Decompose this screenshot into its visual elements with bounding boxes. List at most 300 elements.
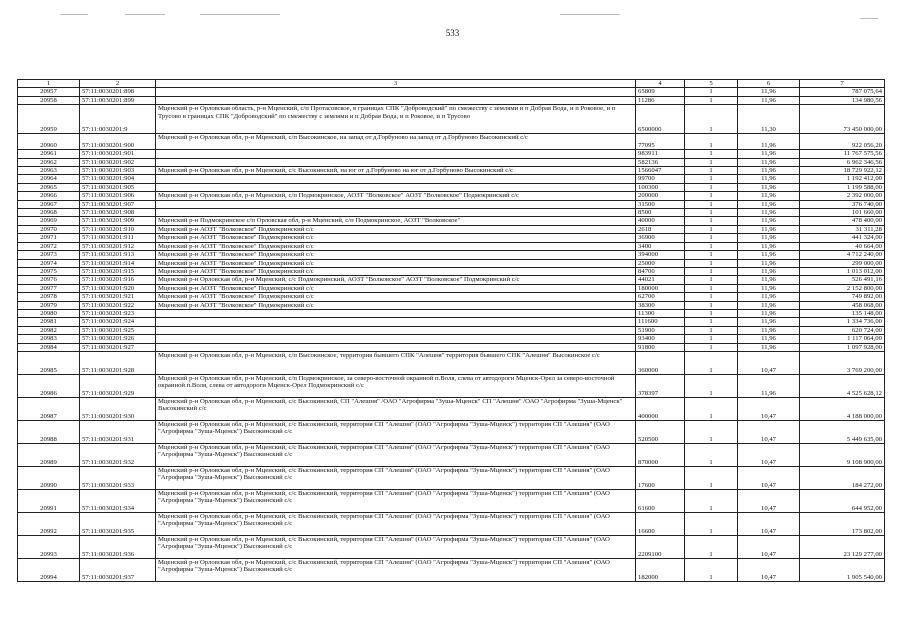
cadastral-number-cell: 57:11:0030201:934 xyxy=(80,489,156,512)
area-cell: 870000 xyxy=(636,443,685,466)
table-row xyxy=(18,267,885,275)
address-cell: Мценский р-н Орловская обл, р-н Мценский, с/с Подмокринский, АОЗТ "Волковское" АОЗТ "Волковское" Подмокринский с/с xyxy=(156,276,636,284)
value-cell: 135 148,00 xyxy=(800,309,885,317)
cadastral-number-cell: 57:11:0030201:932 xyxy=(80,443,156,466)
value-cell: 458 068,00 xyxy=(800,301,885,309)
table-row xyxy=(18,96,885,104)
address-cell xyxy=(156,309,636,317)
area-cell: 520500 xyxy=(636,420,685,443)
quantity-cell: 1 xyxy=(685,88,738,96)
cadastral-number-cell: 57:11:0030201:904 xyxy=(80,175,156,183)
table-row xyxy=(18,242,885,250)
quantity-cell: 1 xyxy=(685,420,738,443)
scan-artifact xyxy=(125,14,165,15)
address-cell xyxy=(156,175,636,183)
cadastral-number-cell: 57:11:0030201:936 xyxy=(80,535,156,558)
row-number-cell: 20993 xyxy=(18,535,80,558)
quantity-cell: 1 xyxy=(685,489,738,512)
row-number-cell: 20994 xyxy=(18,558,80,581)
quantity-cell: 1 xyxy=(685,397,738,420)
area-cell: 62700 xyxy=(636,293,685,301)
address-cell xyxy=(156,326,636,334)
cadastral-number-cell: 57:11:0030201:922 xyxy=(80,301,156,309)
quantity-cell: 1 xyxy=(685,96,738,104)
value-cell: 9 108 900,00 xyxy=(800,443,885,466)
address-cell xyxy=(156,343,636,351)
address-cell: Мценский р-н Орловская обл, р-н Мценский, с/п Подмокринское, за северо-восточной окраиной п.Воля, слева от автодороги Мценск-Орел за северо-восточной окраиной п.Воля, слева от автодороги Мценск-Орел Подмокринский с/с xyxy=(156,374,636,397)
header-cell: 4 xyxy=(636,80,685,88)
value-cell: 1 199 588,00 xyxy=(800,183,885,191)
table-row xyxy=(18,558,885,581)
area-cell: 378397 xyxy=(636,374,685,397)
area-cell: 200000 xyxy=(636,192,685,200)
table-row xyxy=(18,150,885,158)
quantity-cell: 1 xyxy=(685,259,738,267)
area-cell: 84700 xyxy=(636,267,685,275)
quantity-cell: 1 xyxy=(685,167,738,175)
cadastral-number-cell: 57:11:0030201:927 xyxy=(80,343,156,351)
value-cell: 4 525 628,12 xyxy=(800,374,885,397)
cadastral-number-cell: 57:11:0030201:899 xyxy=(80,96,156,104)
rate-cell: 11,96 xyxy=(738,150,800,158)
table-row xyxy=(18,175,885,183)
address-cell: Мценский р-н Орловская обл, р-н Мценский, с/п Высокинское, территория бывшего СПК "Алешня" территория бывшего СПК "Алешня" Высокинское с/с xyxy=(156,351,636,374)
address-cell: Мценский р-н Орловская обл, р-н Мценский, с/с Высокинский, территория СП "Алешня" (ОАО "Агрофирма "Зуша-Мценск") территория СП "Алешня" (ОАО "Агрофирма "Зуша-Мценск") Высокинский с/с xyxy=(156,489,636,512)
rate-cell: 11,30 xyxy=(738,105,800,134)
address-cell xyxy=(156,318,636,326)
value-cell: 18 729 922,12 xyxy=(800,167,885,175)
quantity-cell: 1 xyxy=(685,192,738,200)
value-cell: 40 664,00 xyxy=(800,242,885,250)
area-cell: 11286 xyxy=(636,96,685,104)
table-row xyxy=(18,200,885,208)
cadastral-number-cell: 57:11:0030201:908 xyxy=(80,209,156,217)
scan-artifact xyxy=(200,14,280,15)
quantity-cell: 1 xyxy=(685,209,738,217)
area-cell: 100300 xyxy=(636,183,685,191)
rate-cell: 10,47 xyxy=(738,443,800,466)
cadastral-number-cell: 57:11:0030201:931 xyxy=(80,420,156,443)
value-cell: 3 769 200,00 xyxy=(800,351,885,374)
value-cell: 4 712 240,00 xyxy=(800,251,885,259)
address-cell xyxy=(156,158,636,166)
rate-cell: 11,96 xyxy=(738,251,800,259)
row-number-cell: 20990 xyxy=(18,466,80,489)
area-cell: 44021 xyxy=(636,276,685,284)
rate-cell: 10,47 xyxy=(738,558,800,581)
quantity-cell: 1 xyxy=(685,351,738,374)
value-cell: 1 905 540,00 xyxy=(800,558,885,581)
header-cell: 7 xyxy=(800,80,885,88)
area-cell: 93400 xyxy=(636,335,685,343)
area-cell: 16600 xyxy=(636,512,685,535)
value-cell: 526 491,16 xyxy=(800,276,885,284)
value-cell: 6 962 346,56 xyxy=(800,158,885,166)
table-row xyxy=(18,134,885,150)
table-row xyxy=(18,158,885,166)
quantity-cell: 1 xyxy=(685,535,738,558)
row-number-cell: 20967 xyxy=(18,200,80,208)
row-number-cell: 20979 xyxy=(18,301,80,309)
area-cell: 61600 xyxy=(636,489,685,512)
row-number-cell: 20972 xyxy=(18,242,80,250)
row-number-cell: 20975 xyxy=(18,267,80,275)
row-number-cell: 20974 xyxy=(18,259,80,267)
row-number-cell: 20984 xyxy=(18,343,80,351)
rate-cell: 11,96 xyxy=(738,175,800,183)
row-number-cell: 20968 xyxy=(18,209,80,217)
cadastral-number-cell: 57:11:0030201:923 xyxy=(80,309,156,317)
rate-cell: 10,47 xyxy=(738,535,800,558)
area-cell: 2618 xyxy=(636,225,685,233)
row-number-cell: 20978 xyxy=(18,293,80,301)
value-cell: 5 449 635,00 xyxy=(800,420,885,443)
rate-cell: 11,96 xyxy=(738,267,800,275)
value-cell: 23 129 277,00 xyxy=(800,535,885,558)
cadastral-number-cell: 57:11:0030201:9 xyxy=(80,105,156,134)
quantity-cell: 1 xyxy=(685,251,738,259)
quantity-cell: 1 xyxy=(685,175,738,183)
area-cell: 394000 xyxy=(636,251,685,259)
value-cell: 376 740,00 xyxy=(800,200,885,208)
cadastral-number-cell: 57:11:0030201:925 xyxy=(80,326,156,334)
quantity-cell: 1 xyxy=(685,309,738,317)
row-number-cell: 20986 xyxy=(18,374,80,397)
area-cell: 182000 xyxy=(636,558,685,581)
row-number-cell: 20977 xyxy=(18,284,80,292)
cadastral-number-cell: 57:11:0030201:909 xyxy=(80,217,156,225)
cadastral-number-cell: 57:11:0030201:912 xyxy=(80,242,156,250)
rate-cell: 11,96 xyxy=(738,318,800,326)
rate-cell: 10,47 xyxy=(738,420,800,443)
rate-cell: 11,96 xyxy=(738,209,800,217)
cadastral-number-cell: 57:11:0030201:933 xyxy=(80,466,156,489)
quantity-cell: 1 xyxy=(685,374,738,397)
value-cell: 749 892,00 xyxy=(800,293,885,301)
value-cell: 787 075,64 xyxy=(800,88,885,96)
rate-cell: 11,96 xyxy=(738,192,800,200)
table-row xyxy=(18,535,885,558)
header-cell: 2 xyxy=(80,80,156,88)
quantity-cell: 1 xyxy=(685,284,738,292)
table-row xyxy=(18,234,885,242)
rate-cell: 11,96 xyxy=(738,183,800,191)
rate-cell: 11,96 xyxy=(738,242,800,250)
table-row xyxy=(18,397,885,420)
row-number-cell: 20976 xyxy=(18,276,80,284)
cadastral-number-cell: 57:11:0030201:930 xyxy=(80,397,156,420)
cadastral-number-cell: 57:11:0030201:910 xyxy=(80,225,156,233)
cadastral-number-cell: 57:11:0030201:903 xyxy=(80,167,156,175)
table-row xyxy=(18,301,885,309)
header-cell: 3 xyxy=(156,80,636,88)
area-cell: 11300 xyxy=(636,309,685,317)
rate-cell: 11,96 xyxy=(738,374,800,397)
address-cell: Мценский р-н АОЗТ "Волковское" Подмокринский с/с xyxy=(156,234,636,242)
area-cell: 40000 xyxy=(636,217,685,225)
table-row xyxy=(18,466,885,489)
quantity-cell: 1 xyxy=(685,301,738,309)
rate-cell: 11,96 xyxy=(738,225,800,233)
area-cell: 36900 xyxy=(636,234,685,242)
rate-cell: 11,96 xyxy=(738,335,800,343)
table-row xyxy=(18,335,885,343)
table-row xyxy=(18,318,885,326)
row-number-cell: 20981 xyxy=(18,318,80,326)
table-row xyxy=(18,167,885,175)
address-cell: Мценский р-н Орловская обл, р-н Мценский, с/с Высокинский, территория СП "Алешня" (ОАО "Агрофирма "Зуша-Мценск") территория СП "Алешня" (ОАО "Агрофирма "Зуша-Мценск") Высокинский с/с xyxy=(156,420,636,443)
rate-cell: 11,96 xyxy=(738,276,800,284)
row-number-cell: 20973 xyxy=(18,251,80,259)
area-cell: 3400 xyxy=(636,242,685,250)
table-row xyxy=(18,183,885,191)
value-cell: 1 192 412,00 xyxy=(800,175,885,183)
header-cell: 6 xyxy=(738,80,800,88)
value-cell: 31 311,28 xyxy=(800,225,885,233)
address-cell: Мценский р-н АОЗТ "Волковское" Подмокринский с/с xyxy=(156,259,636,267)
row-number-cell: 20987 xyxy=(18,397,80,420)
table-body xyxy=(18,88,885,582)
table-row xyxy=(18,209,885,217)
header-cell: 1 xyxy=(18,80,80,88)
address-cell: Мценский р-н Орловская обл, р-н Мценский, с/с Высокинский, СП "Алешня" /ОАО "Агрофирма "Зуша-Мценск" СП "Алешня" /ОАО "Агрофирма "Зуша-Мценск" Высокинский с/с xyxy=(156,397,636,420)
cadastral-number-cell: 57:11:0030201:915 xyxy=(80,267,156,275)
row-number-cell: 20982 xyxy=(18,326,80,334)
table-row xyxy=(18,374,885,397)
rate-cell: 11,96 xyxy=(738,134,800,150)
address-cell xyxy=(156,209,636,217)
address-cell xyxy=(156,183,636,191)
header-cell: 5 xyxy=(685,80,738,88)
table-row xyxy=(18,326,885,334)
row-number-cell: 20980 xyxy=(18,309,80,317)
area-cell: 360000 xyxy=(636,351,685,374)
cadastral-number-cell: 57:11:0030201:906 xyxy=(80,192,156,200)
row-number-cell: 20965 xyxy=(18,183,80,191)
table-row xyxy=(18,443,885,466)
address-cell: Мценский р-н АОЗТ "Волковское" Подмокринский с/с xyxy=(156,301,636,309)
value-cell: 1 097 928,00 xyxy=(800,343,885,351)
address-cell xyxy=(156,96,636,104)
row-number-cell: 20963 xyxy=(18,167,80,175)
address-cell: Мценский р-н АОЗТ "Волковское" Подмокринский с/с xyxy=(156,293,636,301)
area-cell: 983911 xyxy=(636,150,685,158)
area-cell: 38300 xyxy=(636,301,685,309)
cadastral-number-cell: 57:11:0030201:916 xyxy=(80,276,156,284)
row-number-cell: 20966 xyxy=(18,192,80,200)
quantity-cell: 1 xyxy=(685,242,738,250)
row-number-cell: 20961 xyxy=(18,150,80,158)
quantity-cell: 1 xyxy=(685,276,738,284)
area-cell: 65809 xyxy=(636,88,685,96)
cadastral-number-cell: 57:11:0030201:928 xyxy=(80,351,156,374)
rate-cell: 11,96 xyxy=(738,200,800,208)
address-cell xyxy=(156,88,636,96)
value-cell: 134 980,56 xyxy=(800,96,885,104)
area-cell: 180000 xyxy=(636,284,685,292)
row-number-cell: 20960 xyxy=(18,134,80,150)
value-cell: 73 450 000,00 xyxy=(800,105,885,134)
quantity-cell: 1 xyxy=(685,512,738,535)
address-cell: Мценский р-н Орловская обл, р-н Мценский, с/с Высокинский, территория СП "Алешня" (ОАО "Агрофирма "Зуша-Мценск") территория СП "Алешня" (ОАО "Агрофирма "Зуша-Мценск") Высокинский с/с xyxy=(156,535,636,558)
address-cell xyxy=(156,335,636,343)
cadastral-number-cell: 57:11:0030201:913 xyxy=(80,251,156,259)
address-cell: Мценский р-н Орловская обл, р-н Мценский, с/с Высокинский, территория СП "Алешня" (ОАО "Агрофирма "Зуша-Мценск") территория СП "Алешня" (ОАО "Агрофирма "Зуша-Мценск") Высокинский с/с xyxy=(156,558,636,581)
quantity-cell: 1 xyxy=(685,267,738,275)
quantity-cell: 1 xyxy=(685,200,738,208)
area-cell: 99700 xyxy=(636,175,685,183)
quantity-cell: 1 xyxy=(685,443,738,466)
scan-artifact xyxy=(60,14,88,15)
area-cell: 51900 xyxy=(636,326,685,334)
area-cell: 8500 xyxy=(636,209,685,217)
area-cell: 1566047 xyxy=(636,167,685,175)
address-cell: Мценский р-н Орловская обл, р-н Мценский, с/п Высокинское, на запад от д.Горбуново на запад от д.Горбуново Высокинский с/с xyxy=(156,134,636,150)
value-cell: 2 152 800,00 xyxy=(800,284,885,292)
value-cell: 644 952,00 xyxy=(800,489,885,512)
value-cell: 101 660,00 xyxy=(800,209,885,217)
address-cell: Мценский р-н Орловская область, р-н Мценский, с/п Протасовское, в границах СПК "Доброводский" по смежеству с землями и п Добрая Вода, и п Роковое, и п Трусово в границах СПК "Доброводский" по смежеству с землями и п Добрая Вода, и п Роковое, и п Трусово xyxy=(156,105,636,134)
row-number-cell: 20989 xyxy=(18,443,80,466)
table-row xyxy=(18,489,885,512)
cadastral-number-cell: 57:11:0030201:911 xyxy=(80,234,156,242)
table-row xyxy=(18,284,885,292)
table-row xyxy=(18,276,885,284)
row-number-cell: 20969 xyxy=(18,217,80,225)
area-cell: 111600 xyxy=(636,318,685,326)
address-cell xyxy=(156,200,636,208)
cadastral-number-cell: 57:11:0030201:929 xyxy=(80,374,156,397)
table-row xyxy=(18,225,885,233)
quantity-cell: 1 xyxy=(685,293,738,301)
value-cell: 2 392 000,00 xyxy=(800,192,885,200)
table-row xyxy=(18,420,885,443)
quantity-cell: 1 xyxy=(685,343,738,351)
rate-cell: 11,96 xyxy=(738,326,800,334)
quantity-cell: 1 xyxy=(685,105,738,134)
quantity-cell: 1 xyxy=(685,466,738,489)
address-cell: Мценский р-н Орловская обл, р-н Мценский, с/с Высокинский, территория СП "Алешня" (ОАО "Агрофирма "Зуша-Мценск") территория СП "Алешня" (ОАО "Агрофирма "Зуша-Мценск") Высокинский с/с xyxy=(156,512,636,535)
rate-cell: 11,96 xyxy=(738,293,800,301)
value-cell: 1 013 012,00 xyxy=(800,267,885,275)
cadastral-number-cell: 57:11:0030201:924 xyxy=(80,318,156,326)
cadastral-number-cell: 57:11:0030201:905 xyxy=(80,183,156,191)
area-cell: 77095 xyxy=(636,134,685,150)
rate-cell: 11,96 xyxy=(738,259,800,267)
address-cell: Мценский р-н Орловская обл, р-н Мценский, с/с Высокинский, территория СП "Алешня" (ОАО "Агрофирма "Зуша-Мценск") территория СП "Алешня" (ОАО "Агрофирма "Зуша-Мценск") Высокинский с/с xyxy=(156,443,636,466)
row-number-cell: 20988 xyxy=(18,420,80,443)
row-number-cell: 20957 xyxy=(18,88,80,96)
rate-cell: 10,47 xyxy=(738,351,800,374)
row-number-cell: 20958 xyxy=(18,96,80,104)
row-number-cell: 20983 xyxy=(18,335,80,343)
row-number-cell: 20992 xyxy=(18,512,80,535)
quantity-cell: 1 xyxy=(685,234,738,242)
quantity-cell: 1 xyxy=(685,318,738,326)
value-cell: 11 767 575,56 xyxy=(800,150,885,158)
cadastral-number-cell: 57:11:0030201:926 xyxy=(80,335,156,343)
area-cell: 400000 xyxy=(636,397,685,420)
quantity-cell: 1 xyxy=(685,158,738,166)
rate-cell: 10,47 xyxy=(738,397,800,420)
row-number-cell: 20962 xyxy=(18,158,80,166)
table-row xyxy=(18,217,885,225)
quantity-cell: 1 xyxy=(685,217,738,225)
quantity-cell: 1 xyxy=(685,335,738,343)
row-number-cell: 20985 xyxy=(18,351,80,374)
rate-cell: 11,96 xyxy=(738,343,800,351)
table-row xyxy=(18,88,885,96)
cadastral-number-cell: 57:11:0030201:901 xyxy=(80,150,156,158)
area-cell: 582136 xyxy=(636,158,685,166)
value-cell: 922 056,20 xyxy=(800,134,885,150)
area-cell: 17600 xyxy=(636,466,685,489)
rate-cell: 10,47 xyxy=(738,466,800,489)
table-row xyxy=(18,309,885,317)
quantity-cell: 1 xyxy=(685,558,738,581)
rate-cell: 11,96 xyxy=(738,234,800,242)
value-cell: 620 724,00 xyxy=(800,326,885,334)
header-row xyxy=(18,80,885,88)
page-number: 533 xyxy=(445,28,460,38)
rate-cell: 11,96 xyxy=(738,96,800,104)
table-row xyxy=(18,512,885,535)
table-row xyxy=(18,293,885,301)
rate-cell: 11,96 xyxy=(738,167,800,175)
rate-cell: 11,96 xyxy=(738,284,800,292)
value-cell: 1 334 736,00 xyxy=(800,318,885,326)
value-cell: 299 000,00 xyxy=(800,259,885,267)
quantity-cell: 1 xyxy=(685,134,738,150)
table-row xyxy=(18,105,885,134)
table-row xyxy=(18,251,885,259)
rate-cell: 11,96 xyxy=(738,301,800,309)
table-row xyxy=(18,343,885,351)
cadastral-number-cell: 57:11:0030201:935 xyxy=(80,512,156,535)
quantity-cell: 1 xyxy=(685,150,738,158)
scan-artifact xyxy=(860,18,878,19)
rate-cell: 11,96 xyxy=(738,217,800,225)
address-cell xyxy=(156,150,636,158)
address-cell: Мценский р-н Орловская обл, р-н Мценский, с/п Подмокринское, АОЗТ "Волковское" АОЗТ "Волковское" Подмокринский с/с xyxy=(156,192,636,200)
area-cell: 91800 xyxy=(636,343,685,351)
address-cell: Мценский р-н АОЗТ "Волковское" Подмокринский с/с xyxy=(156,242,636,250)
address-cell: Мценский р-н Орловская обл, р-н Мценский, с/с Высокинский, территория СП "Алешня" (ОАО "Агрофирма "Зуша-Мценск") территория СП "Алешня" (ОАО "Агрофирма "Зуша-Мценск") Высокинский с/с xyxy=(156,466,636,489)
address-cell: Мценский р-н Подмокринское с/п Орловская обл, р-н Мценский, с/п Подмокринское, АОЗТ "Волковское" xyxy=(156,217,636,225)
cadastral-number-cell: 57:11:0030201:907 xyxy=(80,200,156,208)
rate-cell: 10,47 xyxy=(738,512,800,535)
quantity-cell: 1 xyxy=(685,225,738,233)
address-cell: Мценский р-н АОЗТ "Волковское" Подмокринский с/с xyxy=(156,225,636,233)
cadastral-number-cell: 57:11:0030201:898 xyxy=(80,88,156,96)
rate-cell: 10,47 xyxy=(738,489,800,512)
cadastral-number-cell: 57:11:0030201:900 xyxy=(80,134,156,150)
area-cell: 6500000 xyxy=(636,105,685,134)
value-cell: 1 117 064,00 xyxy=(800,335,885,343)
area-cell: 2209100 xyxy=(636,535,685,558)
value-cell: 441 324,00 xyxy=(800,234,885,242)
table-row xyxy=(18,192,885,200)
row-number-cell: 20970 xyxy=(18,225,80,233)
row-number-cell: 20991 xyxy=(18,489,80,512)
cadastral-number-cell: 57:11:0030201:921 xyxy=(80,293,156,301)
table-row xyxy=(18,259,885,267)
cadastral-number-cell: 57:11:0030201:920 xyxy=(80,284,156,292)
value-cell: 184 272,00 xyxy=(800,466,885,489)
row-number-cell: 20959 xyxy=(18,105,80,134)
cadastral-number-cell: 57:11:0030201:937 xyxy=(80,558,156,581)
row-number-cell: 20964 xyxy=(18,175,80,183)
